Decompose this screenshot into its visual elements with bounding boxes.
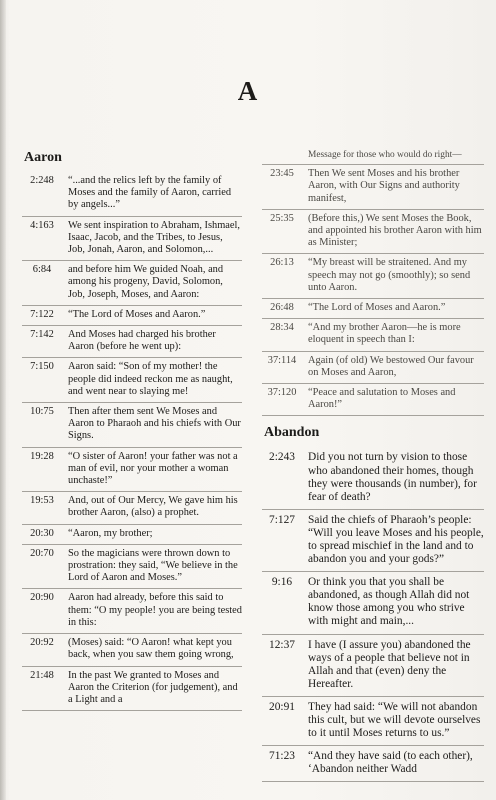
verse-reference: 20:92 [30, 637, 54, 649]
verse-reference: 10:75 [30, 406, 54, 418]
verse-text: “The Lord of Moses and Aaron.” [68, 308, 206, 320]
verse-entry [22, 667, 242, 712]
verse-text: “Aaron, my brother; [68, 527, 153, 539]
verse-reference: 7:127 [269, 513, 295, 526]
heading-aaron: Aaron [24, 150, 62, 165]
verse-entry [22, 492, 242, 524]
heading-abandon: Abandon [264, 425, 320, 441]
verse-text: “And they have said (to each other), ‘Abandon neither Wadd [308, 750, 473, 776]
verse-reference: 20:70 [30, 547, 54, 559]
verse-text: Again (of old) We bestowed Our favour on Moses and Aaron, [308, 354, 474, 378]
verse-entry [262, 352, 484, 384]
verse-text: And Moses had charged his brother Aaron (before he went up): [68, 329, 216, 353]
verse-text: Did you not turn by vision to those who abandoned their homes, though they were thousands (in number), for fear of death? [308, 451, 477, 503]
verse-entry [22, 358, 242, 403]
verse-reference: 20:90 [30, 592, 54, 604]
verse-reference: 19:28 [30, 450, 54, 462]
verse-entry [262, 299, 484, 319]
verse-reference: 4:163 [30, 219, 54, 231]
verse-reference: 7:142 [30, 329, 54, 341]
verse-reference: 23:45 [270, 168, 294, 180]
verse-entry [22, 525, 242, 545]
verse-text: Said the chiefs of Pharaoh’s people: “Will you leave Moses and his people, to spread mischief in the land and to abandon you and your gods?” [308, 513, 484, 566]
verse-entry [22, 545, 242, 590]
verse-text: Aaron had already, before this said to them: “O my people! you are being tested in this: [68, 592, 242, 628]
verse-entry [262, 319, 484, 351]
left-column [22, 150, 242, 711]
verse-entry [22, 448, 242, 493]
verse-entry [262, 384, 484, 416]
verse-reference: 21:48 [30, 669, 54, 681]
verse-text: We sent inspiration to Abraham, Ishmael, Isaac, Jacob, and the Tribes, to Jesus, Job, Jonah, Aaron, and Solomon,... [68, 219, 241, 256]
verse-text: I have (I assure you) abandoned the ways of a people that believe not in Allah and that (even) deny the Hereafter. [308, 638, 471, 690]
section-letter: A [237, 76, 259, 106]
verse-entry [262, 447, 484, 509]
verse-reference: 20:30 [30, 527, 54, 539]
verse-reference: 28:34 [270, 322, 294, 334]
verse-reference: 37:114 [267, 354, 297, 366]
verse-text: Or think you that you shall be abandoned, as though Allah did not know those among you who strive with might and main,... [308, 576, 470, 628]
verse-text: They had said: “We will not abandon this cult, but we will devote ourselves to it until Moses returns to us.” [308, 700, 481, 740]
right-column [262, 150, 484, 782]
verse-entry [262, 165, 484, 210]
verse-reference: 2:243 [269, 451, 295, 464]
verse-entry [22, 634, 242, 666]
verse-entry [262, 572, 484, 634]
verse-entry [22, 403, 242, 448]
verse-text: In the past We granted to Moses and Aaron the Criterion (for judgement), and a Light and a [68, 669, 238, 705]
aaron-entries-right [262, 165, 484, 416]
verse-reference: 19:53 [30, 495, 54, 507]
verse-entry [262, 510, 484, 572]
verse-reference: 2:248 [30, 175, 54, 186]
verse-text: Then after them sent We Moses and Aaron to Pharaoh and his chiefs with Our Signs. [68, 406, 241, 442]
verse-text: Then We sent Moses and his brother Aaron, with Our Signs and authority manifest, [308, 168, 460, 204]
verse-entry [22, 172, 242, 217]
verse-text: Aaron said: “Son of my mother! the people did indeed reckon me as naught, and went near to slaying me! [68, 361, 233, 397]
verse-text: So the magicians were thrown down to prostration: they said, “We believe in the Lord of Aaron and Moses.” [68, 547, 238, 584]
verse-reference: 37:120 [267, 387, 297, 399]
verse-entry [22, 589, 242, 634]
verse-reference: 26:48 [270, 302, 294, 314]
verse-text: “My breast will be straitened. And my speech may not go (smoothly); so send unto Aaron. [308, 257, 471, 293]
verse-entry [22, 217, 242, 262]
verse-entry [262, 254, 484, 299]
verse-reference: 6:84 [32, 264, 52, 276]
verse-reference: 7:150 [30, 361, 54, 373]
verse-text: (Before this,) We sent Moses the Book, and appointed his brother Aaron with him as Minister; [308, 212, 482, 249]
verse-entry [262, 635, 484, 697]
verse-text: (Moses) said: “O Aaron! what kept you back, when you saw them going wrong, [68, 637, 234, 661]
verse-text: “O sister of Aaron! your father was not a man of evil, nor your mother a woman unchaste!” [68, 450, 238, 487]
verse-reference: 26:13 [270, 257, 294, 269]
page-gutter-shadow [0, 0, 6, 800]
verse-text: “And my brother Aaron—he is more eloquent in speech than I: [308, 322, 461, 346]
abandon-entries [262, 447, 484, 782]
verse-reference: 9:16 [271, 576, 293, 589]
verse-entry [262, 697, 484, 746]
verse-reference: 12:37 [269, 638, 295, 651]
verse-reference: 7:122 [30, 308, 54, 320]
verse-text: “The Lord of Moses and Aaron.” [308, 302, 446, 314]
verse-text: “Peace and salutation to Moses and Aaron!” [308, 387, 456, 411]
verse-text: “...and the relics left by the family of Moses and the family of Aaron, carried by angels...” [68, 175, 232, 211]
verse-text: And, out of Our Mercy, We gave him his brother Aaron, (also) a prophet. [68, 495, 238, 519]
verse-entry [22, 326, 242, 358]
verse-reference: 20:91 [269, 700, 295, 713]
verse-text: and before him We guided Noah, and among his progeny, David, Solomon, Job, Joseph, Moses, and Aaron: [68, 264, 224, 300]
aaron-entries-left [22, 172, 242, 711]
carry-over-text: Message for those who would do right— [262, 150, 484, 165]
verse-entry [262, 746, 484, 782]
verse-reference: 71:23 [269, 750, 295, 763]
verse-entry [22, 306, 242, 326]
verse-reference: 25:35 [270, 212, 294, 224]
verse-entry [262, 210, 484, 255]
verse-entry [22, 261, 242, 306]
